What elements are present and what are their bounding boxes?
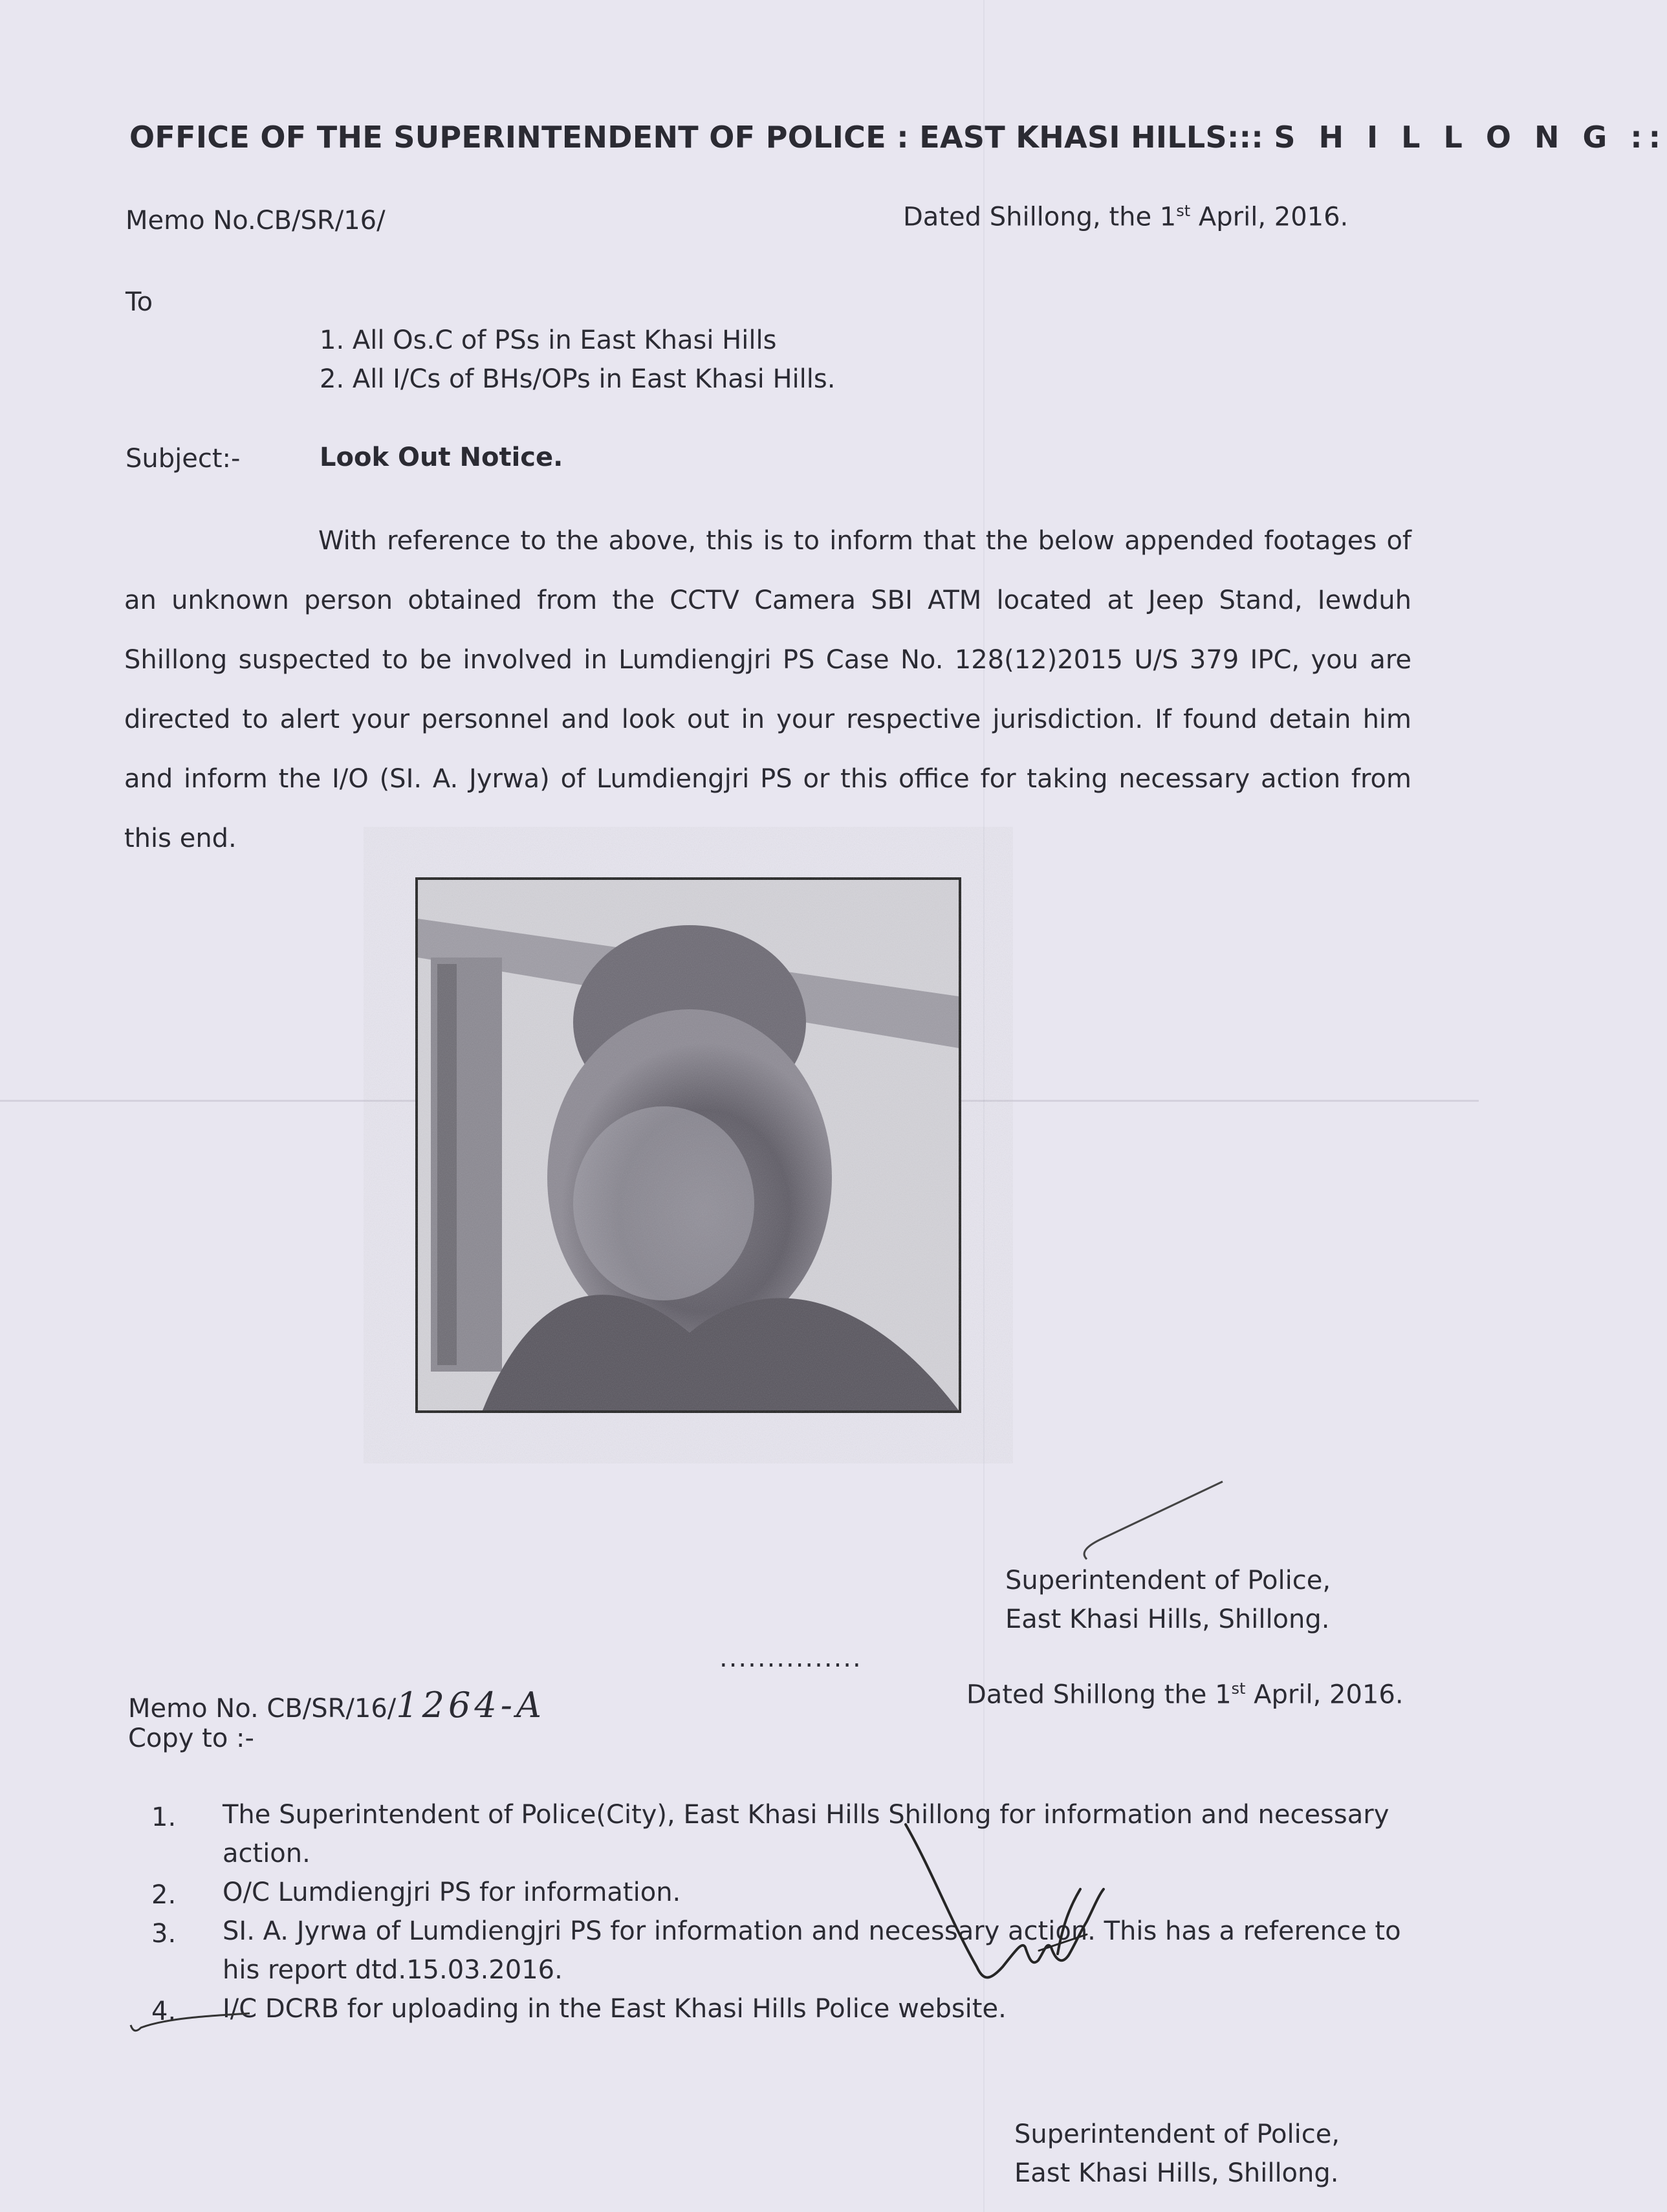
cctv-suspect-photo [415, 877, 961, 1413]
signatory-title: Superintendent of Police, [1014, 2119, 1340, 2149]
memo-date-sup: st [1176, 202, 1191, 220]
memo-date-prefix: Dated Shillong, the 1 [903, 202, 1177, 232]
body-paragraph [124, 511, 1411, 868]
copy-memo-date-sup: st [1231, 1680, 1246, 1698]
subject-text: Look Out Notice. [320, 443, 563, 472]
memo-number: Memo No.CB/SR/16/ [125, 206, 386, 235]
copy-list-item: I/C DCRB for uploading in the East Khasi Hills Police website. [223, 1994, 1007, 2024]
addressee-item: 1. All Os.C of PSs in East Khasi Hills [320, 325, 777, 355]
subject-label: Subject:- [125, 444, 241, 474]
copy-list-number: 4. [151, 1997, 177, 2026]
copy-list-item-cont: action. [223, 1839, 311, 1868]
signature-mark [1074, 1475, 1229, 1566]
copy-list-number: 1. [151, 1802, 177, 1832]
tick-mark [127, 1999, 256, 2038]
office-title [129, 120, 1667, 155]
copy-list-item: SI. A. Jyrwa of Lumdiengjri PS for information and necessary action. This has a reference to [223, 1916, 1401, 1946]
copy-list-item-cont: his report dtd.15.03.2016. [223, 1955, 563, 1985]
addressee-item: 2. All I/Cs of BHs/OPs in East Khasi Hills. [320, 364, 836, 394]
signatory-title: Superintendent of Police, [1005, 1566, 1331, 1595]
copy-list-item: O/C Lumdiengjri PS for information. [223, 1878, 681, 1907]
copy-memo-date-suffix: April, 2016. [1245, 1680, 1404, 1710]
office-title-text: OFFICE OF THE SUPERINTENDENT OF POLICE : EAST KHASI HILLS::: [129, 120, 1264, 155]
copy-memo-number [128, 1685, 545, 1725]
copy-list-number: 3. [151, 1919, 177, 1949]
body-paragraph-text: With reference to the above, this is to inform that the below appended footages of an unknown person obtained from the CCTV Camera SBI ATM located at Jeep Stand, Iewduh Shillong suspected to be involved in Lumdiengjri PS Case No. 128(12)2015 U/S 379 IPC, you are directed to alert your personnel and look out in your respective jurisdiction. If found detain him and inform the I/O (SI. A. Jyrwa) of Lumdiengjri PS or this office for taking necessary action from this end. [124, 526, 1411, 853]
copy-list-number: 2. [151, 1880, 177, 1910]
cctv-photo-image [418, 880, 959, 1410]
handwritten-memo-number: 1264-A [396, 1685, 545, 1725]
handwritten-signature [893, 1812, 1164, 2006]
to-label: To [125, 287, 153, 317]
copy-memo-date-prefix: Dated Shillong the 1 [966, 1680, 1232, 1710]
office-title-city: S H I L L O N G :: [1274, 120, 1667, 155]
copy-memo-number-text: Memo No. CB/SR/16/ [128, 1694, 397, 1724]
signatory-location: East Khasi Hills, Shillong. [1014, 2158, 1339, 2188]
copy-memo-date [966, 1680, 1404, 1709]
copy-to-label: Copy to :- [128, 1724, 254, 1753]
copy-list-item: The Superintendent of Police(City), East Khasi Hills Shillong for information and necessary [223, 1800, 1389, 1830]
separator-dots: ............... [719, 1643, 862, 1673]
signatory-location: East Khasi Hills, Shillong. [1005, 1604, 1330, 1634]
memo-date [903, 202, 1348, 232]
memo-date-suffix: April, 2016. [1190, 202, 1349, 232]
